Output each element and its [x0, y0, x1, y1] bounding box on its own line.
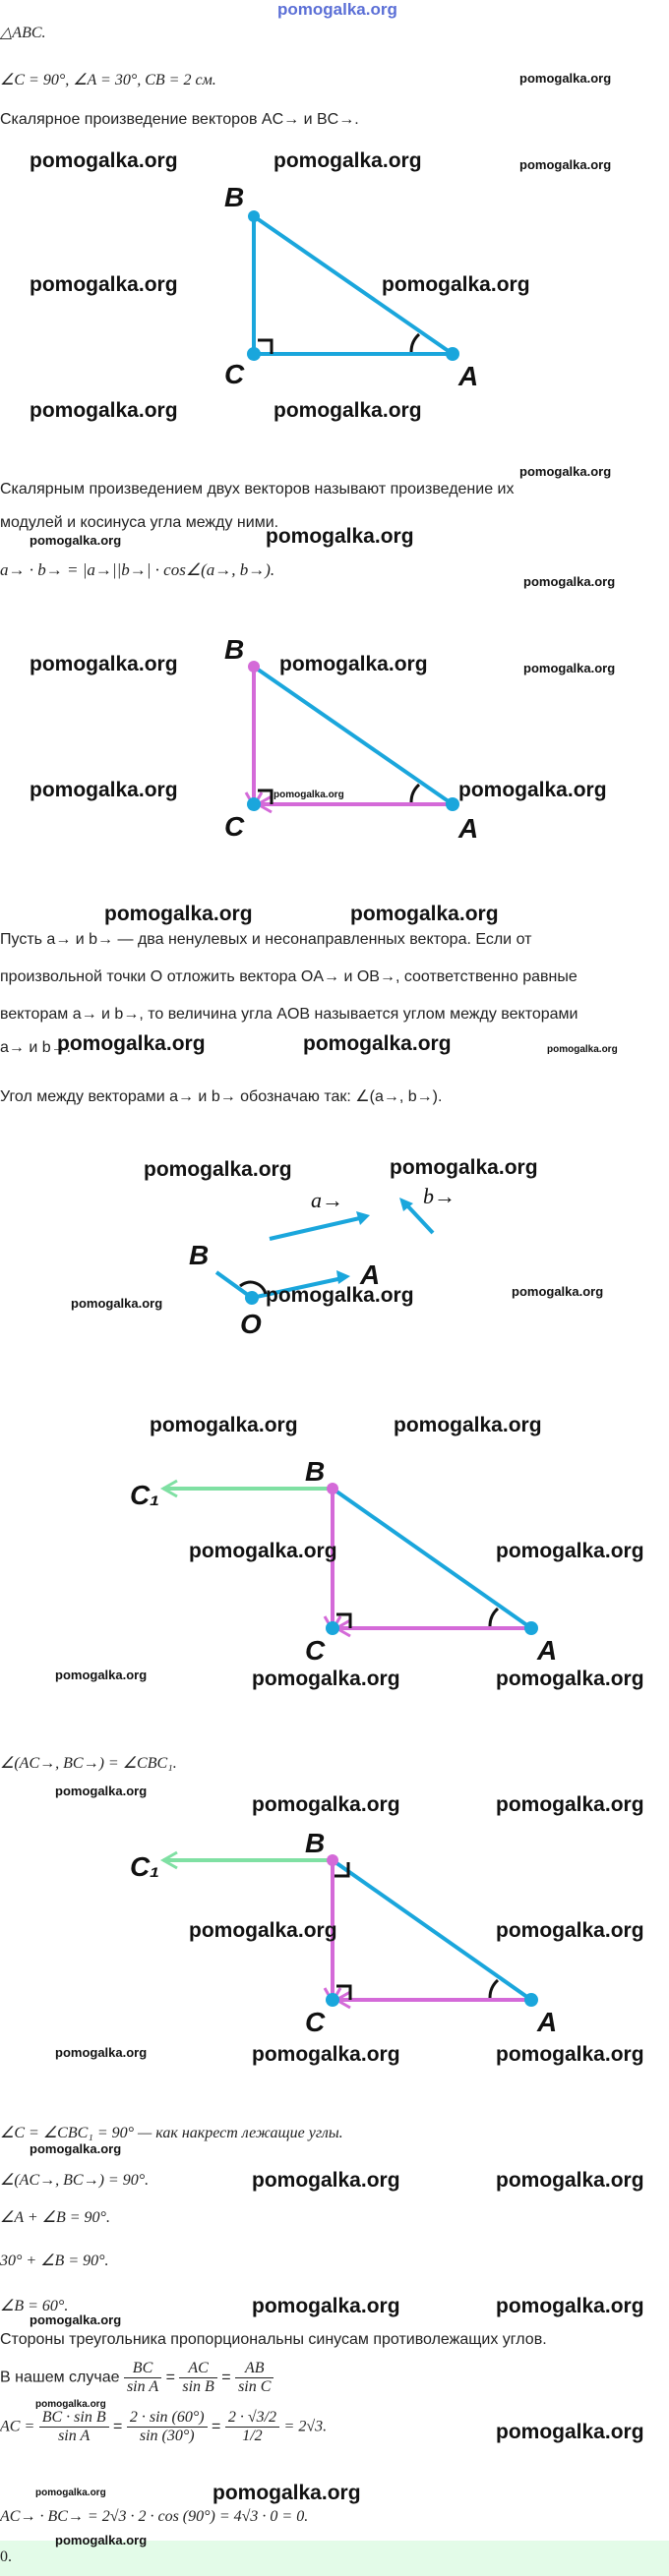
sum-1: ∠A + ∠B = 90°. — [0, 2209, 110, 2226]
label-vector-a: a→ — [311, 1188, 343, 1212]
given-task: Скалярное произведение векторов AC→ и BC→. — [0, 111, 359, 128]
watermark: pomogalka.org — [496, 1540, 644, 1562]
watermark: pomogalka.org — [523, 661, 616, 675]
watermark: pomogalka.org — [496, 2421, 644, 2443]
label-c-4: C — [305, 1635, 326, 1666]
watermark: pomogalka.org — [382, 273, 530, 296]
label-c-2: C — [224, 811, 245, 842]
label-c1: C₁ — [130, 1480, 160, 1510]
watermark: pomogalka.org — [35, 2488, 106, 2498]
watermark: pomogalka.org — [252, 2043, 400, 2066]
watermark: pomogalka.org — [30, 533, 122, 548]
watermark: pomogalka.org — [523, 574, 616, 589]
sines-rule: Стороны треугольника пропорциональны синусам противолежащих углов. — [0, 2331, 547, 2348]
watermark: pomogalka.org — [30, 149, 178, 172]
watermark: pomogalka.org — [252, 2169, 400, 2192]
watermark: pomogalka.org — [350, 903, 499, 925]
watermark: pomogalka.org — [30, 779, 178, 801]
label-c: C — [224, 359, 245, 389]
sum-2: 30° + ∠B = 90°. — [0, 2253, 109, 2269]
watermark: pomogalka.org — [274, 149, 422, 172]
watermark: pomogalka.org — [55, 2533, 148, 2547]
watermark: pomogalka.org — [496, 2169, 644, 2192]
watermark: pomogalka.org — [266, 1284, 414, 1307]
watermark: pomogalka.org — [390, 1156, 538, 1179]
label-vector-b: b→ — [423, 1184, 456, 1208]
watermark: pomogalka.org — [150, 1414, 298, 1436]
scalar-product-formula: a→ · b→ = |a→||b→| · cos∠(a→, b→). — [0, 560, 275, 579]
watermark: pomogalka.org — [30, 273, 178, 296]
angle-90: ∠(AC→, BC→) = 90°. — [0, 2172, 150, 2189]
watermark: pomogalka.org — [104, 903, 253, 925]
label-a-3: A — [360, 1259, 381, 1290]
label-b-5: B — [305, 1828, 326, 1858]
given-conditions: ∠C = 90°, ∠A = 30°, CB = 2 см. — [0, 72, 216, 88]
watermark: pomogalka.org — [55, 1784, 148, 1798]
definition-line-1: Скалярным произведением двух векторов называют произведение их — [0, 481, 515, 498]
watermark: pomogalka.org — [55, 2045, 148, 2060]
watermark: pomogalka.org — [35, 2399, 106, 2410]
watermark: pomogalka.org — [274, 399, 422, 422]
in-our-case: В нашем случае — [0, 2369, 120, 2386]
watermark: pomogalka.org — [547, 1044, 618, 1055]
cross-angles: ∠C = ∠CBC₁ = 90° — как накрест лежащие углы. — [0, 2125, 343, 2141]
watermark: pomogalka.org — [519, 464, 612, 479]
watermark: pomogalka.org — [252, 2295, 400, 2317]
label-a-5: A — [537, 2007, 558, 2037]
watermark: pomogalka.org — [189, 1540, 337, 1562]
angle-notation: Угол между векторами a→ и b→ обозначаю так: ∠(a→, b→). — [0, 1088, 443, 1105]
watermark: pomogalka.org — [252, 1668, 400, 1690]
given-triangle: △ABC. — [0, 25, 46, 41]
figure-angle-vectors — [0, 1160, 669, 1337]
label-c1-2: C₁ — [130, 1851, 160, 1882]
watermark: pomogalka.org — [30, 399, 178, 422]
label-a-4: A — [537, 1635, 558, 1666]
watermark: pomogalka.org — [512, 1284, 604, 1299]
watermark: pomogalka.org — [274, 790, 344, 800]
watermark: pomogalka.org — [496, 1668, 644, 1690]
watermark: pomogalka.org — [303, 1032, 452, 1055]
label-a: A — [458, 361, 479, 391]
label-b-3: B — [189, 1240, 210, 1270]
label-c-5: C — [305, 2007, 326, 2037]
law-of-sines: В нашем случае $\frac{BC}{\text{sin A}}$ = $\frac{AC}{\text{sin B}}$ = $\frac{AB}{\text{sin C}}$ — [0, 2360, 274, 2396]
watermark: pomogalka.org — [55, 1668, 148, 1682]
label-b-2: B — [224, 634, 245, 665]
angle-equal: ∠(AC→, BC→) = ∠CBC₁. — [0, 1755, 177, 1772]
watermark: pomogalka.org — [279, 653, 428, 675]
watermark: pomogalka.org — [496, 1793, 644, 1816]
dot-product-result: AC→ · BC→ = 2√3 · 2 · cos (90°) = 4√3 · 0 = 0. — [0, 2508, 309, 2525]
definition-line-2: модулей и косинуса угла между ними. — [0, 514, 279, 531]
angle-def-line-1: Пусть a→ и b→ — два ненулевых и несонаправленных вектора. Если от — [0, 931, 532, 948]
watermark: pomogalka.org — [71, 1296, 163, 1311]
watermark: pomogalka.org — [496, 2295, 644, 2317]
label-b-4: B — [305, 1456, 326, 1487]
watermark: pomogalka.org — [519, 157, 612, 172]
watermark: pomogalka.org — [496, 2043, 644, 2066]
site-logo[interactable]: pomogalka.org — [277, 0, 397, 19]
label-a-2: A — [458, 813, 479, 844]
watermark: pomogalka.org — [144, 1158, 292, 1181]
angle-def-line-4: a→ и b→. — [0, 1039, 72, 1056]
watermark: pomogalka.org — [30, 2141, 122, 2156]
watermark: pomogalka.org — [189, 1919, 337, 1942]
watermark: pomogalka.org — [496, 1919, 644, 1942]
angle-def-line-3: векторам a→ и b→, то величина угла AOB называется углом между векторами — [0, 1006, 578, 1023]
label-b: B — [224, 182, 245, 212]
label-o: O — [240, 1309, 262, 1337]
answer-value: 0. — [0, 2548, 12, 2565]
watermark: pomogalka.org — [519, 71, 612, 86]
watermark: pomogalka.org — [252, 1793, 400, 1816]
watermark: pomogalka.org — [213, 2482, 361, 2504]
watermark: pomogalka.org — [266, 525, 414, 548]
watermark: pomogalka.org — [458, 779, 607, 801]
angle-def-line-2: произвольной точки O отложить вектора OA→ и OB→, соответственно равные — [0, 968, 578, 985]
watermark: pomogalka.org — [30, 653, 178, 675]
ac-calculation: AC = $\frac{\text{BC · sin B}}{\text{sin A}}$ = $\frac{2 \cdot \sin (60^\circ)}{\sin (30^\circ)}$ = $\frac{2 \cdot √3/2}{1/2}$ = 2√3. — [0, 2409, 328, 2444]
watermark: pomogalka.org — [57, 1032, 206, 1055]
angle-b: ∠B = 60°. — [0, 2298, 69, 2314]
watermark: pomogalka.org — [30, 2313, 122, 2327]
watermark: pomogalka.org — [394, 1414, 542, 1436]
